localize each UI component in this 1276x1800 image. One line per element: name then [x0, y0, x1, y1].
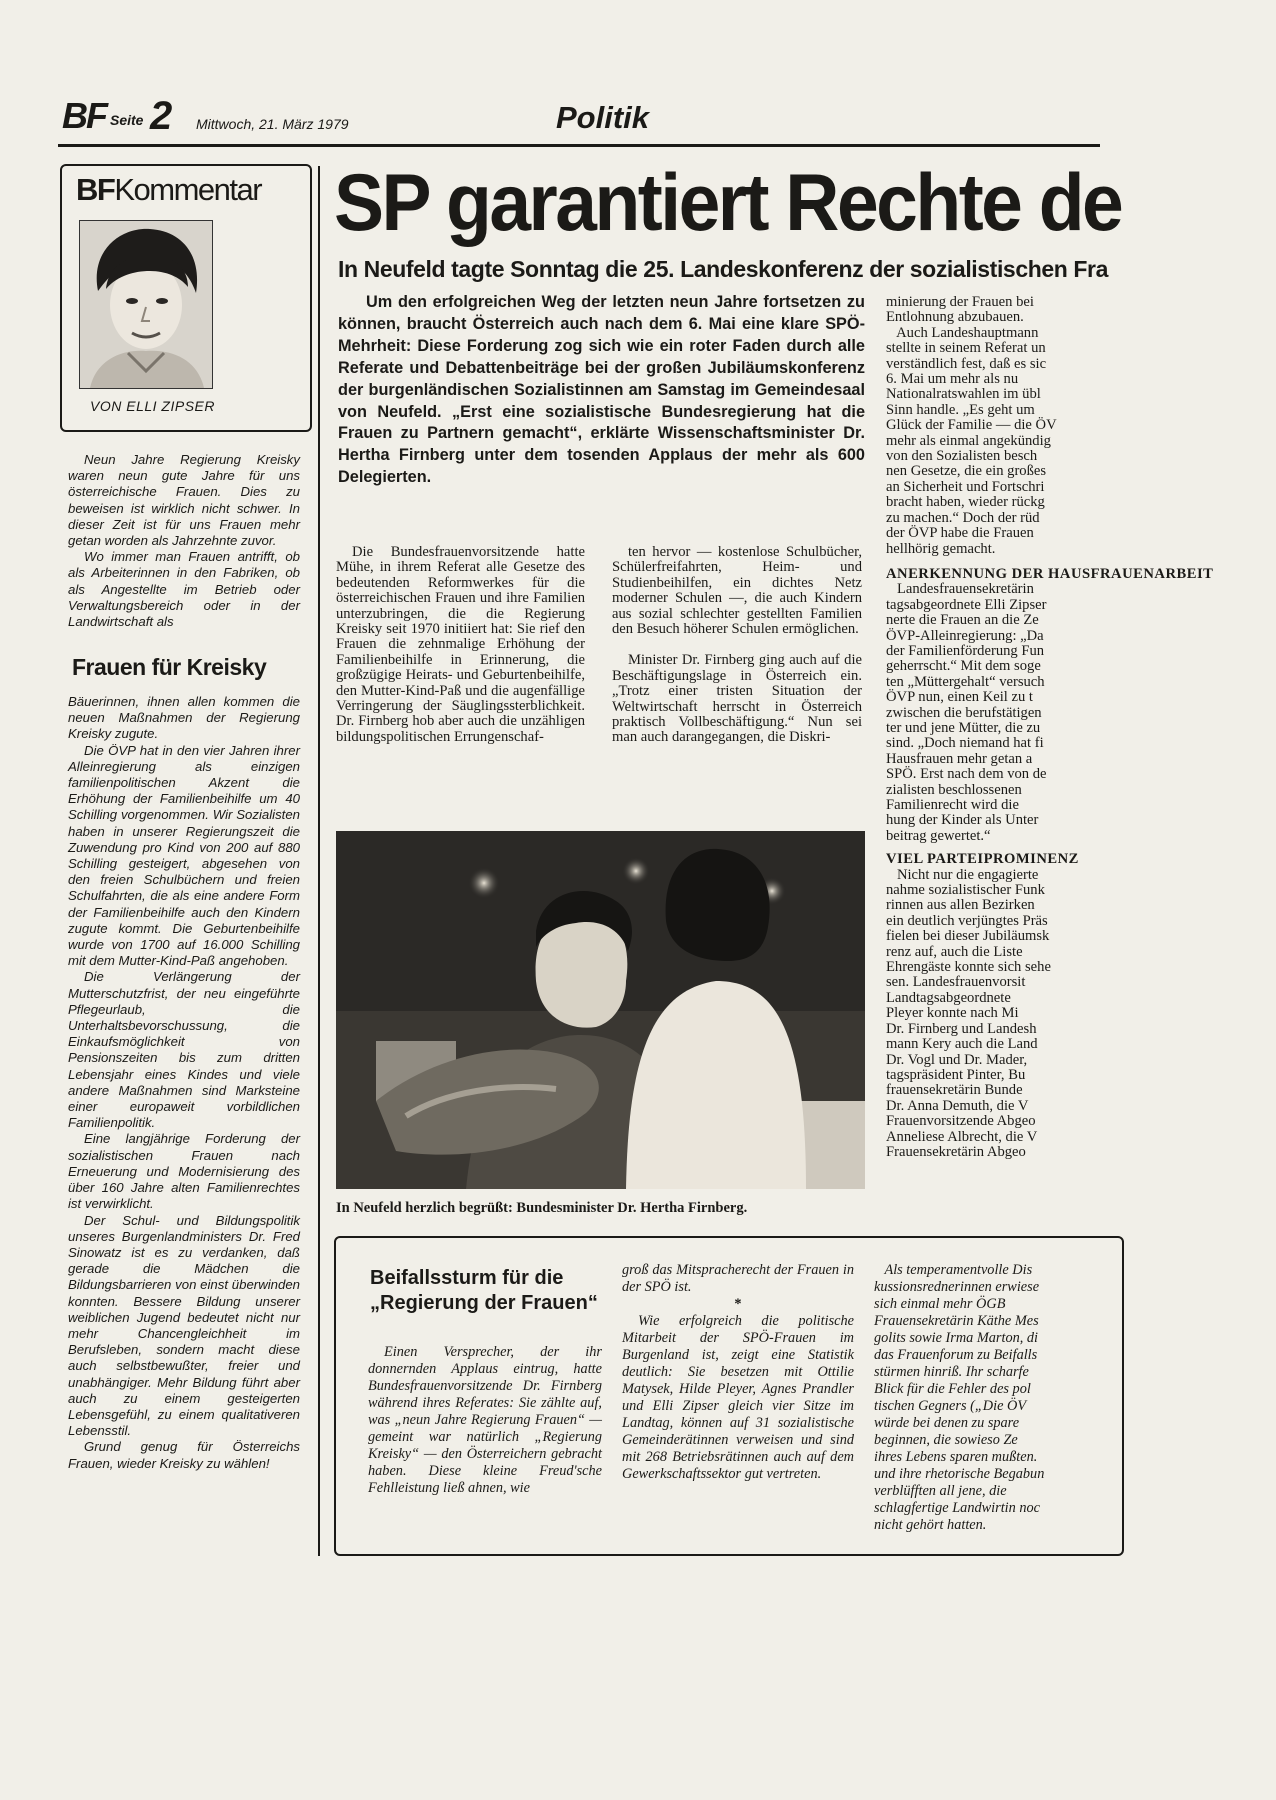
sidebar-line: Als temperamentvolle Dis [874, 1262, 1033, 1278]
article-line: nen Gesetze, die ein großes [886, 463, 1047, 480]
sidebar-line: kussionsrednerinnen erwiese [874, 1279, 1040, 1295]
article-line: 6. Mai um mehr als nu [886, 371, 1019, 388]
article-line: ÖVP nun, einen Keil zu t [886, 689, 1033, 706]
page-label: Seite [110, 112, 144, 128]
article-line: ten „Müttergehalt“ versuch [886, 673, 1045, 690]
article-line: hellhörig gemacht. [886, 540, 996, 557]
article-line: an Sicherheit und Fortschri [886, 478, 1045, 495]
article-line: mann Kery auch die Land [886, 1036, 1038, 1053]
sidebar-column-1 [368, 1344, 602, 1497]
commentary-paragraph: Eine langjährige Forderung der sozialistischen Frauen nach Erneuerung und Modernisierung des über 160 Jahre alten Familienrechtes ist verwirklicht. [68, 1131, 300, 1212]
newspaper-logo: BF [62, 95, 106, 136]
sidebar-line: schlagfertige Landwirtin noc [874, 1500, 1040, 1516]
commentary-paragraph: Grund genug für Österreichs Frauen, wieder Kreisky zu wählen! [68, 1439, 300, 1471]
commentary-paragraph: Wo immer man Frauen antrifft, ob als Arbeiterinnen in den Fabriken, ob als Angestellte im Betrieb oder Verwaltungsbereich oder in der Landwirtschaft als [68, 549, 300, 630]
article-line: zialisten beschlossenen [886, 781, 1022, 798]
event-photo [336, 831, 865, 1189]
article-line: tagspräsident Pinter, Bu [886, 1066, 1026, 1083]
article-line: zu machen.“ Doch der rüd [886, 509, 1040, 526]
article-line: Hausfrauen mehr getan a [886, 750, 1033, 767]
commentary-paragraph: Der Schul- und Bildungspolitik unseres Burgenlandministers Dr. Fred Sinowatz ist es zu verdanken, daß gerade die Mädchen die Bildungsbarrieren von einst überwinden konnten. Bessere Bildung unserer weiblichen Jugend bedeutet nicht nur mehr Chancengleichheit im Berufsleben, sondern macht diese auch selbstbewußter, freier und unabhängiger. Mehr Bildung führt aber auch zu einem gesteigerten Lebensgefühl, zu einem qualitativeren Lebensstil. [68, 1212, 300, 1439]
lead-paragraph: Um den erfolgreichen Weg der letzten neun Jahre fortsetzen zu können, braucht Österreich auch nach dem 6. Mai eine klare SPÖ-Mehrheit: Diese Forderung zog sich wie ein roter Faden durch alle Referate und Debattenbeiträge bei der großen Jubiläumskonferenz der burgenländischen Sozialistinnen am Samstag im Gemeindesaal von Neufeld. „Erst eine sozialistische Bundesregierung hat die Frauen zu Partnern gemacht“, erklärte Wissenschaftsminister Dr. Hertha Firnberg unter dem tosenden Applaus der mehr als 600 Delegierten. [338, 293, 865, 487]
article-line: der ÖVP habe die Frauen [886, 525, 1034, 542]
article-line: ter und jene Mütter, die zu [886, 719, 1041, 736]
article-line: nahme sozialistischer Funk [886, 882, 1045, 899]
article-lead [338, 292, 865, 489]
article-line: Nationalratswahlen im übl [886, 386, 1041, 403]
article-line: Anneliese Albrecht, die V [886, 1128, 1038, 1145]
article-line: tagsabgeordnete Elli Zipser [886, 596, 1047, 613]
sidebar-line: Blick für die Fehler des pol [874, 1381, 1031, 1397]
article-line: ein deutlich verjüngtes Präs [886, 912, 1048, 929]
article-line: verständlich fest, daß es sic [886, 355, 1047, 372]
article-line: renz auf, auch die Liste [886, 943, 1023, 960]
article-line: Nicht nur die engagierte [886, 866, 1039, 883]
article-paragraph: ten hervor — kostenlose Schulbücher, Schülerfreifahrten, Heim- und Studienbeihilfen, ein dichtes Netz moderner Schulen —, die auch Kindern aus sozial schlechter gestellten Familien den Besuch höherer Schulen ermöglichen. [612, 544, 862, 638]
sidebar-line: stürmen hinriß. Ihr scharfe [874, 1364, 1029, 1380]
sidebar-line: nicht gehört hatten. [874, 1517, 987, 1533]
article-column-2 [612, 545, 862, 746]
article-line: sind. „Doch niemand hat fi [886, 735, 1044, 752]
article-line: Familienrecht wird die [886, 797, 1019, 813]
article-line: nerte die Frauen an die Ze [886, 612, 1039, 629]
article-line: Landesfrauensekretärin [886, 581, 1034, 598]
sidebar-line: golits sowie Irma Marton, di [874, 1330, 1039, 1346]
photo-caption: In Neufeld herzlich begrüßt: Bundesminister Dr. Hertha Firnberg. [336, 1200, 748, 1216]
article-line: Dr. Anna Demuth, die V [886, 1097, 1029, 1114]
commentary-title-logo: BF [76, 172, 115, 207]
section-star-separator: * [734, 1296, 742, 1312]
author-portrait [79, 220, 213, 389]
column-divider [318, 166, 320, 1556]
commentary-subhead: Frauen für Kreisky [72, 654, 267, 680]
article-line: Frauenvorsitzende Abgeo [886, 1113, 1036, 1130]
article-line: Auch Landeshauptmann [886, 324, 1039, 341]
sidebar-paragraph: groß das Mitspracherecht der Frauen in der SPÖ ist. [622, 1262, 854, 1295]
article-line: hung der Kinder als Unter [886, 812, 1039, 829]
article-line: beitrag gewertet.“ [886, 827, 991, 844]
sidebar-title: Beifallssturm für die „Regierung der Frauen“ [370, 1267, 598, 1314]
commentary-body [68, 694, 300, 1472]
article-line: Glück der Familie — die ÖV [886, 417, 1057, 434]
sidebar-line: würde bei denen zu spare [874, 1415, 1020, 1431]
article-column-1 [336, 545, 585, 745]
article-line: Dr. Firnberg und Landesh [886, 1020, 1037, 1037]
article-line: frauensekretärin Bunde [886, 1082, 1023, 1099]
commentary-title-word: Kommentar [114, 172, 262, 207]
article-line: zwischen die berufstätigen [886, 704, 1042, 721]
sidebar-line: ihres Lebens sparen mußten. [874, 1449, 1038, 1465]
article-line: Pleyer konnte nach Mi [886, 1005, 1019, 1022]
article-paragraph: Die Bundesfrauenvorsitzende hatte Mühe, in ihrem Referat alle Gesetze des bedeutenden Reformwerkes für die österreichischen Frauen und ihre Familien unterzubringen, die die Regierung Kreisky seit 1970 initiiert hat: Sie rief den Frauen die zehnmalige Erhöhung der Familienbeihilfe in Erinnerung, die großzügige Heirats- und Geburtenbeihilfe, den Mutter-Kind-Paß und die augenfällige Verringerung der Säuglingssterblichkeit. Dr. Firnberg hob aber auch die unzähligen bildungspolitischen Errungenschaf- [336, 544, 585, 745]
sidebar-line: tischen Gegners („Die ÖV [874, 1398, 1027, 1414]
commentary-paragraph: Die Verlängerung der Mutterschutzfrist, der neu eingeführte Pflegeurlaub, die Unterhaltsbevorschussung, die Einkaufsmöglichkeit von Pensionszeiten bis zum dritten Lebensjahr eines Kindes und viele andere Maßnahmen sind Marksteine einer europaweit vorbildlichen Familienpolitik. [68, 969, 300, 1131]
sidebar-column-3 [874, 1262, 1100, 1534]
article-line: der Familienförderung Fun [886, 642, 1045, 659]
commentary-paragraph: Neun Jahre Regierung Kreisky waren neun gute Jahre für uns österreichische Frauen. Dies zu beweisen ist wirklich nicht schwer. In dieser Zeit ist für uns Frauen mehr getan worden als Jahrzehnte zuvor. [68, 452, 300, 549]
article-line: Dr. Vogl und Dr. Mader, [886, 1051, 1028, 1068]
sidebar-column-2 [622, 1262, 854, 1483]
commentary-intro [68, 452, 300, 630]
sidebar-paragraph: Wie erfolgreich die politische Mitarbeit der SPÖ-Frauen im Burgenland ist, zeigt eine Statistik deutlich: Sie besetzen mit Ottilie Matysek, Hilde Pleyer, Agnes Prandler und Elli Zipser gleich vier Sitze im Landtag, können auf 31 sozialistische Gemeinderätinnen verweisen und sind mit 268 Betriebsrätinnen auch auf dem Gewerkschaftssektor gut vertreten. [622, 1313, 854, 1482]
article-line: von den Sozialisten besch [886, 448, 1038, 465]
column-3-part-3 [886, 868, 1100, 1161]
sidebar-line: und ihre rhetorische Begabun [874, 1466, 1045, 1482]
sidebar-line: sich einmal mehr ÖGB [874, 1296, 1006, 1312]
commentary-author: VON ELLI ZIPSER [90, 398, 215, 414]
article-line: sen. Landesfrauenvorsit [886, 974, 1026, 991]
article-subhead: In Neufeld tagte Sonntag die 25. Landeskonferenz der sozialistischen Fra [338, 256, 1108, 282]
article-line: stellte in seinem Referat un [886, 340, 1046, 357]
crosshead-parteiprominenz: VIEL PARTEIPROMINENZ [886, 851, 1079, 868]
column-3-part-1 [886, 295, 1100, 557]
article-line: bracht haben, wieder rückg [886, 494, 1045, 511]
article-line: Ehrengäste konnte sich sehe [886, 959, 1051, 976]
crosshead-anerkennung: ANERKENNUNG DER HAUSFRAUENARBEIT [886, 565, 1214, 582]
commentary-paragraph: Bäuerinnen, ihnen allen kommen die neuen Maßnahmen der Regierung Kreisky zugute. [68, 694, 300, 742]
article-line: rinnen aus allen Bezirken [886, 897, 1035, 914]
article-line: Entlohnung abzubauen. [886, 309, 1024, 326]
article-headline: SP garantiert Rechte de [334, 156, 1122, 248]
commentary-title [76, 172, 261, 208]
commentary-paragraph: Die ÖVP hat in den vier Jahren ihrer Alleinregierung als einzigen familienpolitischen Akzent die Erhöhung der Familienbeihilfe um 40 Schilling vorgenommen. Wir Sozialisten haben in unserer Regierungszeit die Zuwendung pro Kind von 200 auf 880 Schilling gesteigert, abgesehen von den freien Schulbüchern und freien Schulfahrten, die als eine andere Form der Familienbeihilfe auch den Kindern zugute kommt. Die Geburtenbeihilfe wurde von 1700 auf 16.000 Schilling mit dem Mutter-Kind-Paß angehoben. [68, 742, 300, 969]
article-line: SPÖ. Erst nach dem von de [886, 766, 1047, 783]
article-line: ÖVP-Alleinregierung: „Da [886, 627, 1044, 644]
article-line: Frauensekretärin Abgeo [886, 1143, 1026, 1160]
sidebar-line: beginnen, die sowieso Ze [874, 1432, 1018, 1448]
header-rule [58, 144, 1100, 147]
article-line: Sinn handle. „Es geht um [886, 401, 1035, 418]
section-title: Politik [556, 100, 650, 135]
article-line: minierung der Frauen bei [886, 294, 1034, 310]
article-line: Landtagsabgeordnete [886, 989, 1011, 1006]
article-line: fielen bei dieser Jubiläumsk [886, 928, 1050, 945]
sidebar-line: das Frauenforum zu Beifalls [874, 1347, 1038, 1363]
column-3-part-2 [886, 582, 1100, 844]
article-line: mehr als einmal angekündig [886, 432, 1051, 449]
issue-date: Mittwoch, 21. März 1979 [196, 116, 349, 132]
article-column-3 [886, 294, 1214, 1160]
sidebar-line: Frauensekretärin Käthe Mes [874, 1313, 1039, 1329]
sidebar-paragraph: Einen Versprecher, der ihr donnernden Applaus eintrug, hatte Bundesfrauenvorsitzende Dr. Firnberg während ihres Referates: Sie zählte auf, was „neun Jahre Regierung Frauen“ — gemeint war natürlich „Regierung Kreisky“ — den Österreichern gebracht haben. Diese kleine Freud'sche Fehlleistung ließ ahnen, wie [368, 1344, 602, 1496]
sidebar-line: verblüfften all jene, die [874, 1483, 1007, 1499]
article-paragraph: Minister Dr. Firnberg ging auch auf die Beschäftigungslage in Österreich ein. „Trotz einer tristen Situation der Weltwirtschaft herrscht in Österreich praktisch Vollbeschäftigung.“ Nun sei man auch darangegangen, die Diskri- [612, 652, 862, 746]
page-number: 2 [150, 94, 173, 138]
article-line: geherrscht.“ Mit dem soge [886, 658, 1041, 675]
